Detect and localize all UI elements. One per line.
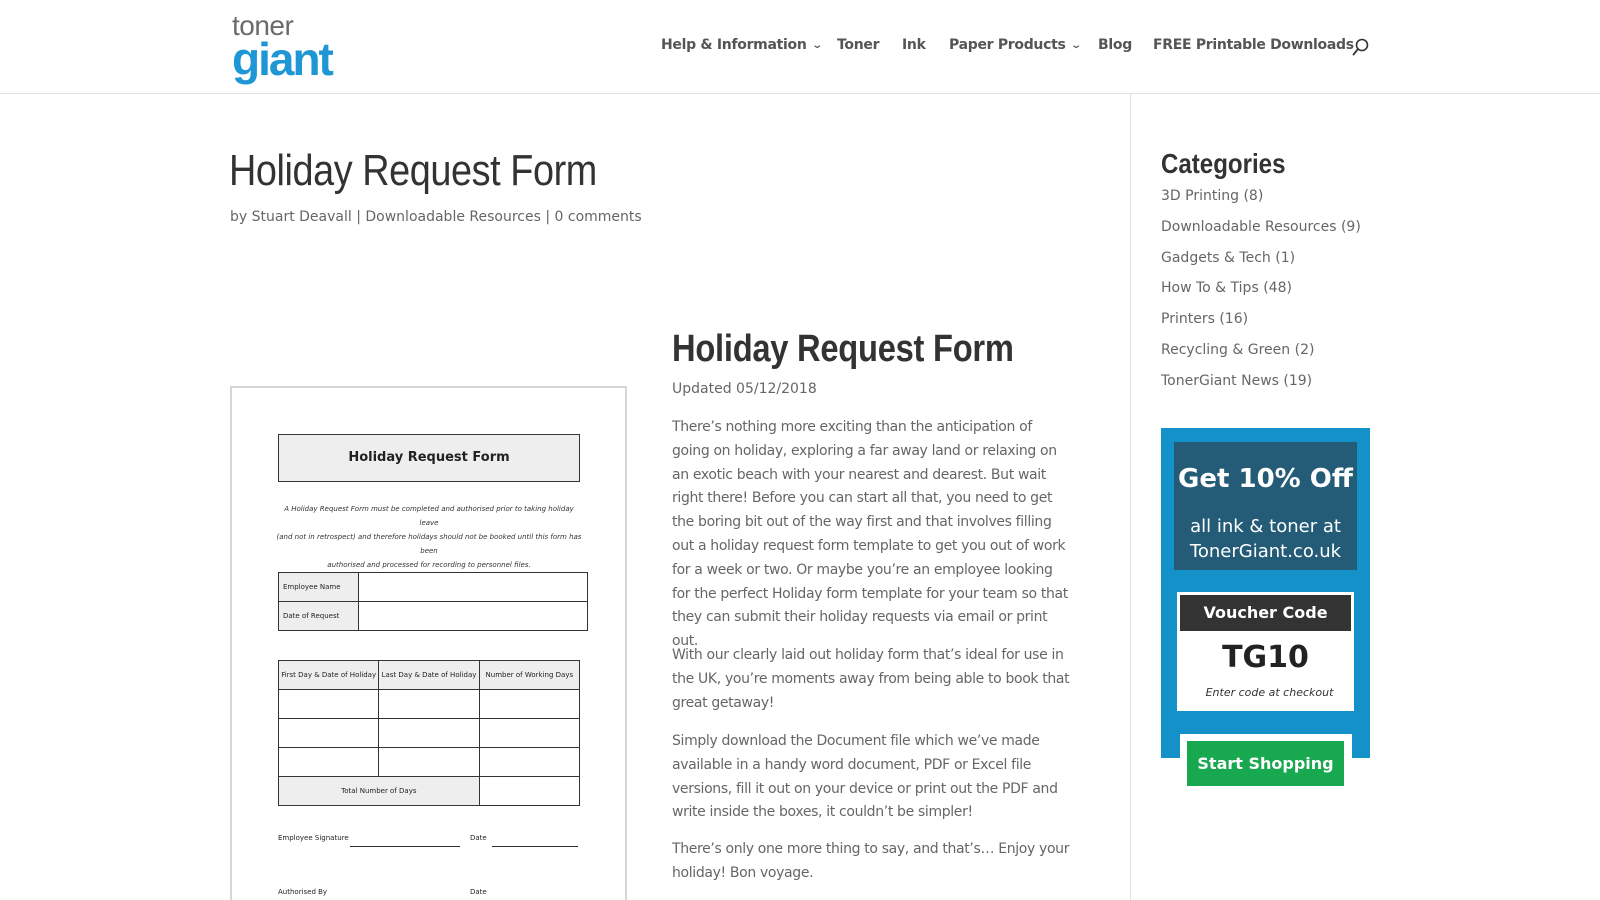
meta-separator: |	[356, 209, 361, 225]
doc-table-header: First Day & Date of Holiday	[279, 661, 379, 690]
doc-note	[276, 502, 582, 572]
nav-free-printable-downloads[interactable]	[1153, 37, 1354, 53]
meta-by: by	[230, 209, 248, 225]
category-count: (2)	[1294, 342, 1315, 358]
nav-label: FREE Printable Downloads	[1153, 37, 1354, 53]
page-title: Holiday Request Form	[229, 146, 597, 195]
category-link[interactable]: Downloadable Resources	[1161, 219, 1337, 235]
toner-giant-logo[interactable]	[232, 10, 344, 85]
meta-separator: |	[545, 209, 551, 225]
doc-note-line: authorised and processed for recording to personnel files.	[327, 561, 531, 569]
doc-employee-table	[278, 572, 588, 631]
doc-cell	[279, 690, 379, 719]
category-count: (16)	[1219, 311, 1249, 327]
article-title: Holiday Request Form	[672, 328, 1014, 370]
discount-promo-banner[interactable]	[1161, 428, 1370, 773]
logo-line-giant: giant	[232, 33, 332, 85]
article-paragraph: With our clearly laid out holiday form that’s ideal for use in the UK, you’re moments away from being able to book that great getaway!	[672, 647, 1070, 711]
doc-signature-line	[350, 846, 460, 847]
doc-cell	[379, 719, 479, 748]
nav-label: Toner	[837, 37, 880, 53]
doc-cell	[279, 748, 379, 777]
nav-label: Ink	[902, 37, 926, 53]
category-link[interactable]: TonerGiant News	[1161, 373, 1279, 389]
nav-label: Help & Information	[661, 37, 807, 53]
category-item	[1161, 311, 1248, 327]
voucher-box	[1174, 589, 1357, 714]
doc-cell	[479, 777, 579, 806]
category-link[interactable]: Printers	[1161, 311, 1215, 327]
doc-signature-label: Employee Signature	[278, 834, 349, 842]
category-item	[1161, 250, 1295, 266]
nav-label: Paper Products	[949, 37, 1066, 53]
doc-note-line: (and not in retrospect) and therefore holidays should not be booked until this form has been	[276, 533, 582, 555]
category-count: (8)	[1243, 188, 1264, 204]
author-link[interactable]: Stuart Deavall	[251, 209, 352, 225]
promo-headline: Get 10% Off	[1178, 464, 1353, 494]
voucher-label: Voucher Code	[1180, 595, 1351, 631]
search-icon[interactable]	[1352, 38, 1370, 56]
category-link[interactable]: How To & Tips	[1161, 280, 1259, 296]
doc-cell	[279, 719, 379, 748]
start-shopping-frame	[1180, 734, 1352, 792]
category-item	[1161, 219, 1361, 235]
doc-cell	[479, 719, 579, 748]
category-link[interactable]: Recycling & Green	[1161, 342, 1291, 358]
categories-heading: Categories	[1161, 148, 1286, 179]
voucher-hint: Enter code at checkout	[1205, 686, 1334, 699]
nav-help-information[interactable]	[661, 37, 821, 53]
doc-authorised-label: Authorised By	[278, 888, 328, 896]
nav-paper-products[interactable]	[949, 37, 1080, 53]
nav-ink[interactable]	[902, 37, 926, 53]
updated-date: Updated 05/12/2018	[672, 381, 817, 397]
category-count: (19)	[1283, 373, 1313, 389]
category-item	[1161, 373, 1312, 389]
article-paragraph: There’s nothing more exciting than the anticipation of going on holiday, exploring a far away land or relaxing on an exotic beach with your nearest and dearest. But wait right there! Before you can start all that, you need to get the boring bit out of the way first and that involves filling out a holiday request form template to get you out of work for a week or two. Or maybe you’re an employee looking for the perfect Holiday form template for your team so that they can submit their holiday requests via email or print out.	[672, 419, 1068, 650]
article-paragraph: There’s only one more thing to say, and that’s… Enjoy your holiday! Bon voyage.	[672, 841, 1070, 881]
category-item	[1161, 342, 1314, 358]
category-link[interactable]: Gadgets & Tech	[1161, 250, 1271, 266]
comments-link[interactable]: 0 comments	[554, 209, 642, 225]
category-link[interactable]: 3D Printing	[1161, 188, 1239, 204]
promo-line: all ink & toner at	[1190, 516, 1341, 537]
promo-line: TonerGiant.co.uk	[1189, 541, 1342, 562]
chevron-down-icon: ⌄	[1069, 40, 1082, 51]
voucher-code: TG10	[1222, 640, 1309, 675]
start-shopping-button[interactable]: Start Shopping	[1187, 741, 1344, 786]
logo-line-toner: toner	[232, 10, 294, 41]
doc-table-header: Number of Working Days	[479, 661, 579, 690]
chevron-down-icon: ⌄	[810, 40, 823, 51]
doc-field-label: Date of Request	[279, 602, 359, 631]
doc-field-value	[359, 573, 588, 602]
site-header	[0, 0, 1600, 94]
doc-cell	[379, 690, 479, 719]
doc-cell	[379, 748, 479, 777]
doc-table-header: Last Day & Date of Holiday	[379, 661, 479, 690]
doc-dates-table	[278, 660, 580, 806]
category-count: (1)	[1275, 250, 1296, 266]
doc-field-value	[359, 602, 588, 631]
doc-cell	[479, 690, 579, 719]
category-count: (9)	[1340, 219, 1361, 235]
holiday-form-preview-image[interactable]	[230, 386, 627, 900]
doc-field-label: Employee Name	[279, 573, 359, 602]
doc-note-line: A Holiday Request Form must be completed and authorised prior to taking holiday leave	[284, 505, 574, 527]
article-paragraph: Simply download the Document file which we’ve made available in a handy word document, PDF or Excel file versions, fill it out on your device or print out the PDF and write inside the boxes, it couldn’t be simpler!	[672, 733, 1058, 821]
doc-date-label: Date	[470, 888, 487, 896]
category-item	[1161, 280, 1292, 296]
doc-date-label: Date	[470, 834, 487, 842]
category-item	[1161, 188, 1263, 204]
nav-label: Blog	[1098, 37, 1132, 53]
promo-subline	[1174, 514, 1357, 564]
nav-blog[interactable]	[1098, 37, 1132, 53]
doc-title: Holiday Request Form	[278, 434, 580, 482]
category-count: (48)	[1263, 280, 1292, 296]
promo-offer-box	[1174, 442, 1357, 570]
sidebar-divider	[1130, 94, 1131, 900]
nav-toner[interactable]	[837, 37, 879, 53]
doc-date-line	[492, 846, 578, 847]
category-link[interactable]: Downloadable Resources	[365, 209, 541, 225]
doc-total-label: Total Number of Days	[279, 777, 480, 806]
post-meta	[230, 209, 642, 225]
doc-cell	[479, 748, 579, 777]
